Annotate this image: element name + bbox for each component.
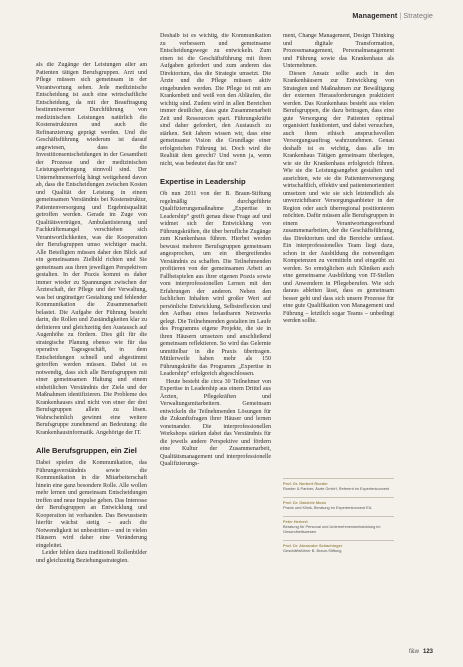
author-bio: [283, 478, 394, 491]
paragraph: Leider fehlen dazu traditionell Rollenbilder und gleichzeitig Beziehungsstrategien.: [36, 550, 147, 564]
author-name: Prof. Dr. Norbert Roeder: [283, 481, 328, 486]
author-affiliation: Geschäftsführer B. Braun-Stiftung: [283, 548, 342, 553]
topic-label: Strategie: [403, 11, 433, 20]
author-name: Prof. Dr. Alexander Schachinger: [283, 543, 343, 548]
author-affiliation: Praxis und Klinik, Beratung im Expertenkonvent EIL: [283, 505, 373, 510]
author-affiliation: Roeder & Partner, Ärzte GmbH, Referent im Expertenkonvent: [283, 486, 390, 491]
paragraph: Heute besteht die circa 30 Teilnehmer von Expertise in Leadership aus einem Drittel aus Ärzten, Pflegekräften und Verwaltungsmitarbeitern. Gemeinsam entwickeln die Teilnehmenden Lösungen für die Zukunftsfragen ihrer Häuser und lernen voneinander. Die interprofessionellen Workshops stärken dabei das Verständnis für die jeweils andere Perspektive und fördern eine Kultur der Zusammenarbeit, Qualitätsmanagement und interprofessionelle Qualifizierungs-: [160, 378, 271, 467]
text-column-3: [283, 33, 394, 363]
author-name: Prof. Dr. Gabriele Moos: [283, 500, 327, 505]
paragraph: Ob nun 2011 von der B. Braun-Stiftung regelmäßig durchgeführte Qualifizierungsmaßnahme „Expertise in Leadership“ greift genau diese Frage auf und widmet sich der Entwicklung von Führungskräften, die über berufliche Zugänge zum Krankenhaus führen. Hierbei werden bewusst mehrere Berufsgruppen gemeinsam angesprochen, um ein übergreifendes Verständnis zu schaffen. Die Teilnehmenden profitieren von der gemeinsamen Arbeit an Fallbeispielen aus ihrer eigenen Praxis sowie vom interprofessionellen Lernen mit den Erfahrungen der anderen. Neben den fachlichen Inhalten wird großer Wert auf persönliche Entwicklung, Selbstreflexion und den Aufbau eines belastbaren Netzwerks gelegt. Die Teilnehmenden gestalten im Laufe des Programms eigene Projekte, die sie in ihren Häusern umsetzen und anschließend gemeinsam reflektieren. So wird das Gelernte unmittelbar in die Praxis übertragen. Mittlerweile haben mehr als 150 Führungskräfte das Programm „Expertise in Leadership“ erfolgreich abgeschlossen.: [160, 191, 271, 377]
page-header: [352, 11, 433, 20]
paragraph: als die Zugänge der Leistungen aller am Patienten tätigen Berufsgruppen. Arzt und Pflege müssen sich gemeinsam in der Verantwortung sehen. Jede medizinische Entscheidung ist auch eine wirtschaftliche Entscheidung, da mit der Beauftragung bestimmtwerner Durchführung von medizinischen Leistungen natürlich die Kostenstrukturen und auch die Refinanzierung geprägt werden. Und die Geschäftsführung wiederum ist darauf angewiesen, dass die Investitionsentscheidungen in der Gesamtheit der Prozesse und der medizinischen Leistungserbringung sinnvoll sind. Der Unternehmenserfolg hängt weitgehend davon ab, dass die Entscheidungen zwischen Kosten und Qualität der Leistung in einem gemeinsamen Verständnis bei Kostenstruktur, Patientenversorgung und Ergebnisqualität getroffen werden. Gerade im Zuge von Qualitätsverträgen, Ambulantisierung und Fachkräftemangel verschieben sich Verantwortlichkeiten, was die Kooperation der Berufsgruppen umso wichtiger macht. Alle Beteiligten müssen daher den Blick auf ein gemeinsames Zielbild richten und Sie gemeinsam aus ihren jeweiligen Perspektiven gestalten. In der Praxis kommt es daher immer wieder zu Spannungen zwischen der Ärzteschaft, der Pflege und der Verwaltung, was bei ungünstiger Gestaltung und fehlender Kommunikation die Zusammenarbeit belastet. Die Aufgabe der Führung besteht darin, die Rollen und Zuständigkeiten klar zu definieren und gleichzeitig den Austausch auf Augenhöhe zu fördern. Dies gilt für die strategische Planung ebenso wie für das operative Tagesgeschäft, in dem Entscheidungen schnell und abgestimmt getroffen werden müssen. Dabei ist es notwendig, dass sich alle Berufsgruppen mit einer gemeinsamen Haltung und einem einheitlichen Verständnis der Ziele und der Maßnahmen identifizieren. Die Probleme des Krankenhauses sind nicht von einer der drei Berufsgruppen allein zu lösen. Wahrscheinlich gewinnt eine weitere Berufsgruppe zunehmend an Bedeutung: die Krankenhausinformatik. Angehörige der IT.: [36, 62, 147, 436]
paragraph: ment, Change Management, Design Thinking und digitale Transformation, Prozessmanagement, Personalmanagement und Führung sowie das Krankenhaus als Unternehmen.: [283, 33, 394, 69]
rubric-label: Management: [352, 11, 398, 20]
page-footer: [409, 649, 433, 655]
author-affiliation: Beratung für Personal und Unternehmensentwicklung im Gesundheitswesen: [283, 524, 381, 534]
page-number: 123: [422, 649, 433, 655]
author-name: Peter Herbert: [283, 519, 308, 524]
section-heading: Expertise in Leadership: [160, 177, 246, 186]
paragraph: Diesen Ansatz sollte auch in den Krankenhäusern zur Entwicklung von Strategien und Maßnahmen zur Bewältigung der externen Herausforderungen praktiziert werden. Das Krankenhaus besteht aus vielen Berufsgruppen, die dazu beitragen, dass eine gute Versorgung der Patienten optimal organisiert funktioniert, und dabei versuchen, auch ihren ethisch anspruchsvollen Versorgungsauftrag wahrzunehmen. Genau deshalb ist es wichtig, dass alle im Krankenhaus Tätigen gemeinsam überlegen, wie sie ihr Krankenhaus erfolgreich führen. Wie sie die Leistungsangebot gestalten und ausrichten, wie sie die Patientenversorgung wirtschaftlich, effektiv und patientenorientiert umsetzen und wie sie sich letztendlich als unverzichtbarer Versorgungsanbieter in der Region oder auch überregional positionieren möchten. Dafür müssen alle Berufsgruppen in einem Verantwortungsverbund zusammenarbeiten, der die Geschäftsführung, das Direktorium und die Bereiche umfasst. Ein interprofessionelles Team liegt dazu, schon in der Ausbildung die notwendigen Kompetenzen zu vermitteln und eingeübt zu werden. So ermöglichen sich Kliniken auch eine gemeinsame Ausbildung von IT-Stellen und Anwendern in Pflegeberufen. Wie sich daraus ableiten lässt, dass es gemeinsam besser geht und dass sich unsere Prozesse für eine gute Qualifikation von Management und Führung – letztlich sogar Teams – unbedingt werden sollte.: [283, 70, 394, 324]
publication-label: f&w: [408, 649, 419, 655]
paragraph: Deshalb ist es wichtig, die Kommunikation zu verbessern und gemeinsame Entscheidungswege zu entwickeln. Zum einen ist die Geschäftsführung mit ihren Aufgaben gefordert und zum anderen das Direktorium, das die Strategie umsetzt. Die Ärzte und die Pflege müssen aktiv eingebunden werden. Die Pflege ist mit am Krankenbett und weiß von den Abläufen, die wichtig sind. Zudem wird in allen Bereichen immer deutlicher, dass gute Zusammenarbeit Zeit und Ressourcen spart. Führungskräfte sind daher gefordert, den Austausch zu stärken. Seit Jahren wissen wir, dass eine gemeinsame Vision die Grundlage einer erfolgreichen Führung ist. Doch wird die Realität dem gerecht? Und wenn ja, wenn nicht, was bedeutet das für uns?: [160, 33, 271, 167]
rubric-separator: |: [399, 11, 402, 20]
paragraph: Dabei spielen die Kommunikation, das Führungsverständnis sowie die Kommunikation in die Mitarbeiterschaft hinein eine ganz besondere Rolle. Alle wollen mehr lernen und gemeinsam Entscheidungen treffen und neue Impulse geben. Das Interesse der Berufsgruppen an Entwicklung und Kooperation ist vorhanden. Das Bewusstsein hierfür wächst stetig – auch die Notwendigkeit ist unbestritten – und in vielen Häusern wird daher eine Veränderung eingeleitet.: [36, 460, 147, 549]
author-bios: [283, 478, 394, 559]
author-bio: [283, 540, 394, 553]
section-heading: Alle Berufsgruppen, ein Ziel: [36, 446, 137, 455]
text-column-1: [36, 62, 147, 637]
author-bio: [283, 516, 394, 534]
author-bio: [283, 497, 394, 510]
text-column-2: [160, 33, 271, 637]
